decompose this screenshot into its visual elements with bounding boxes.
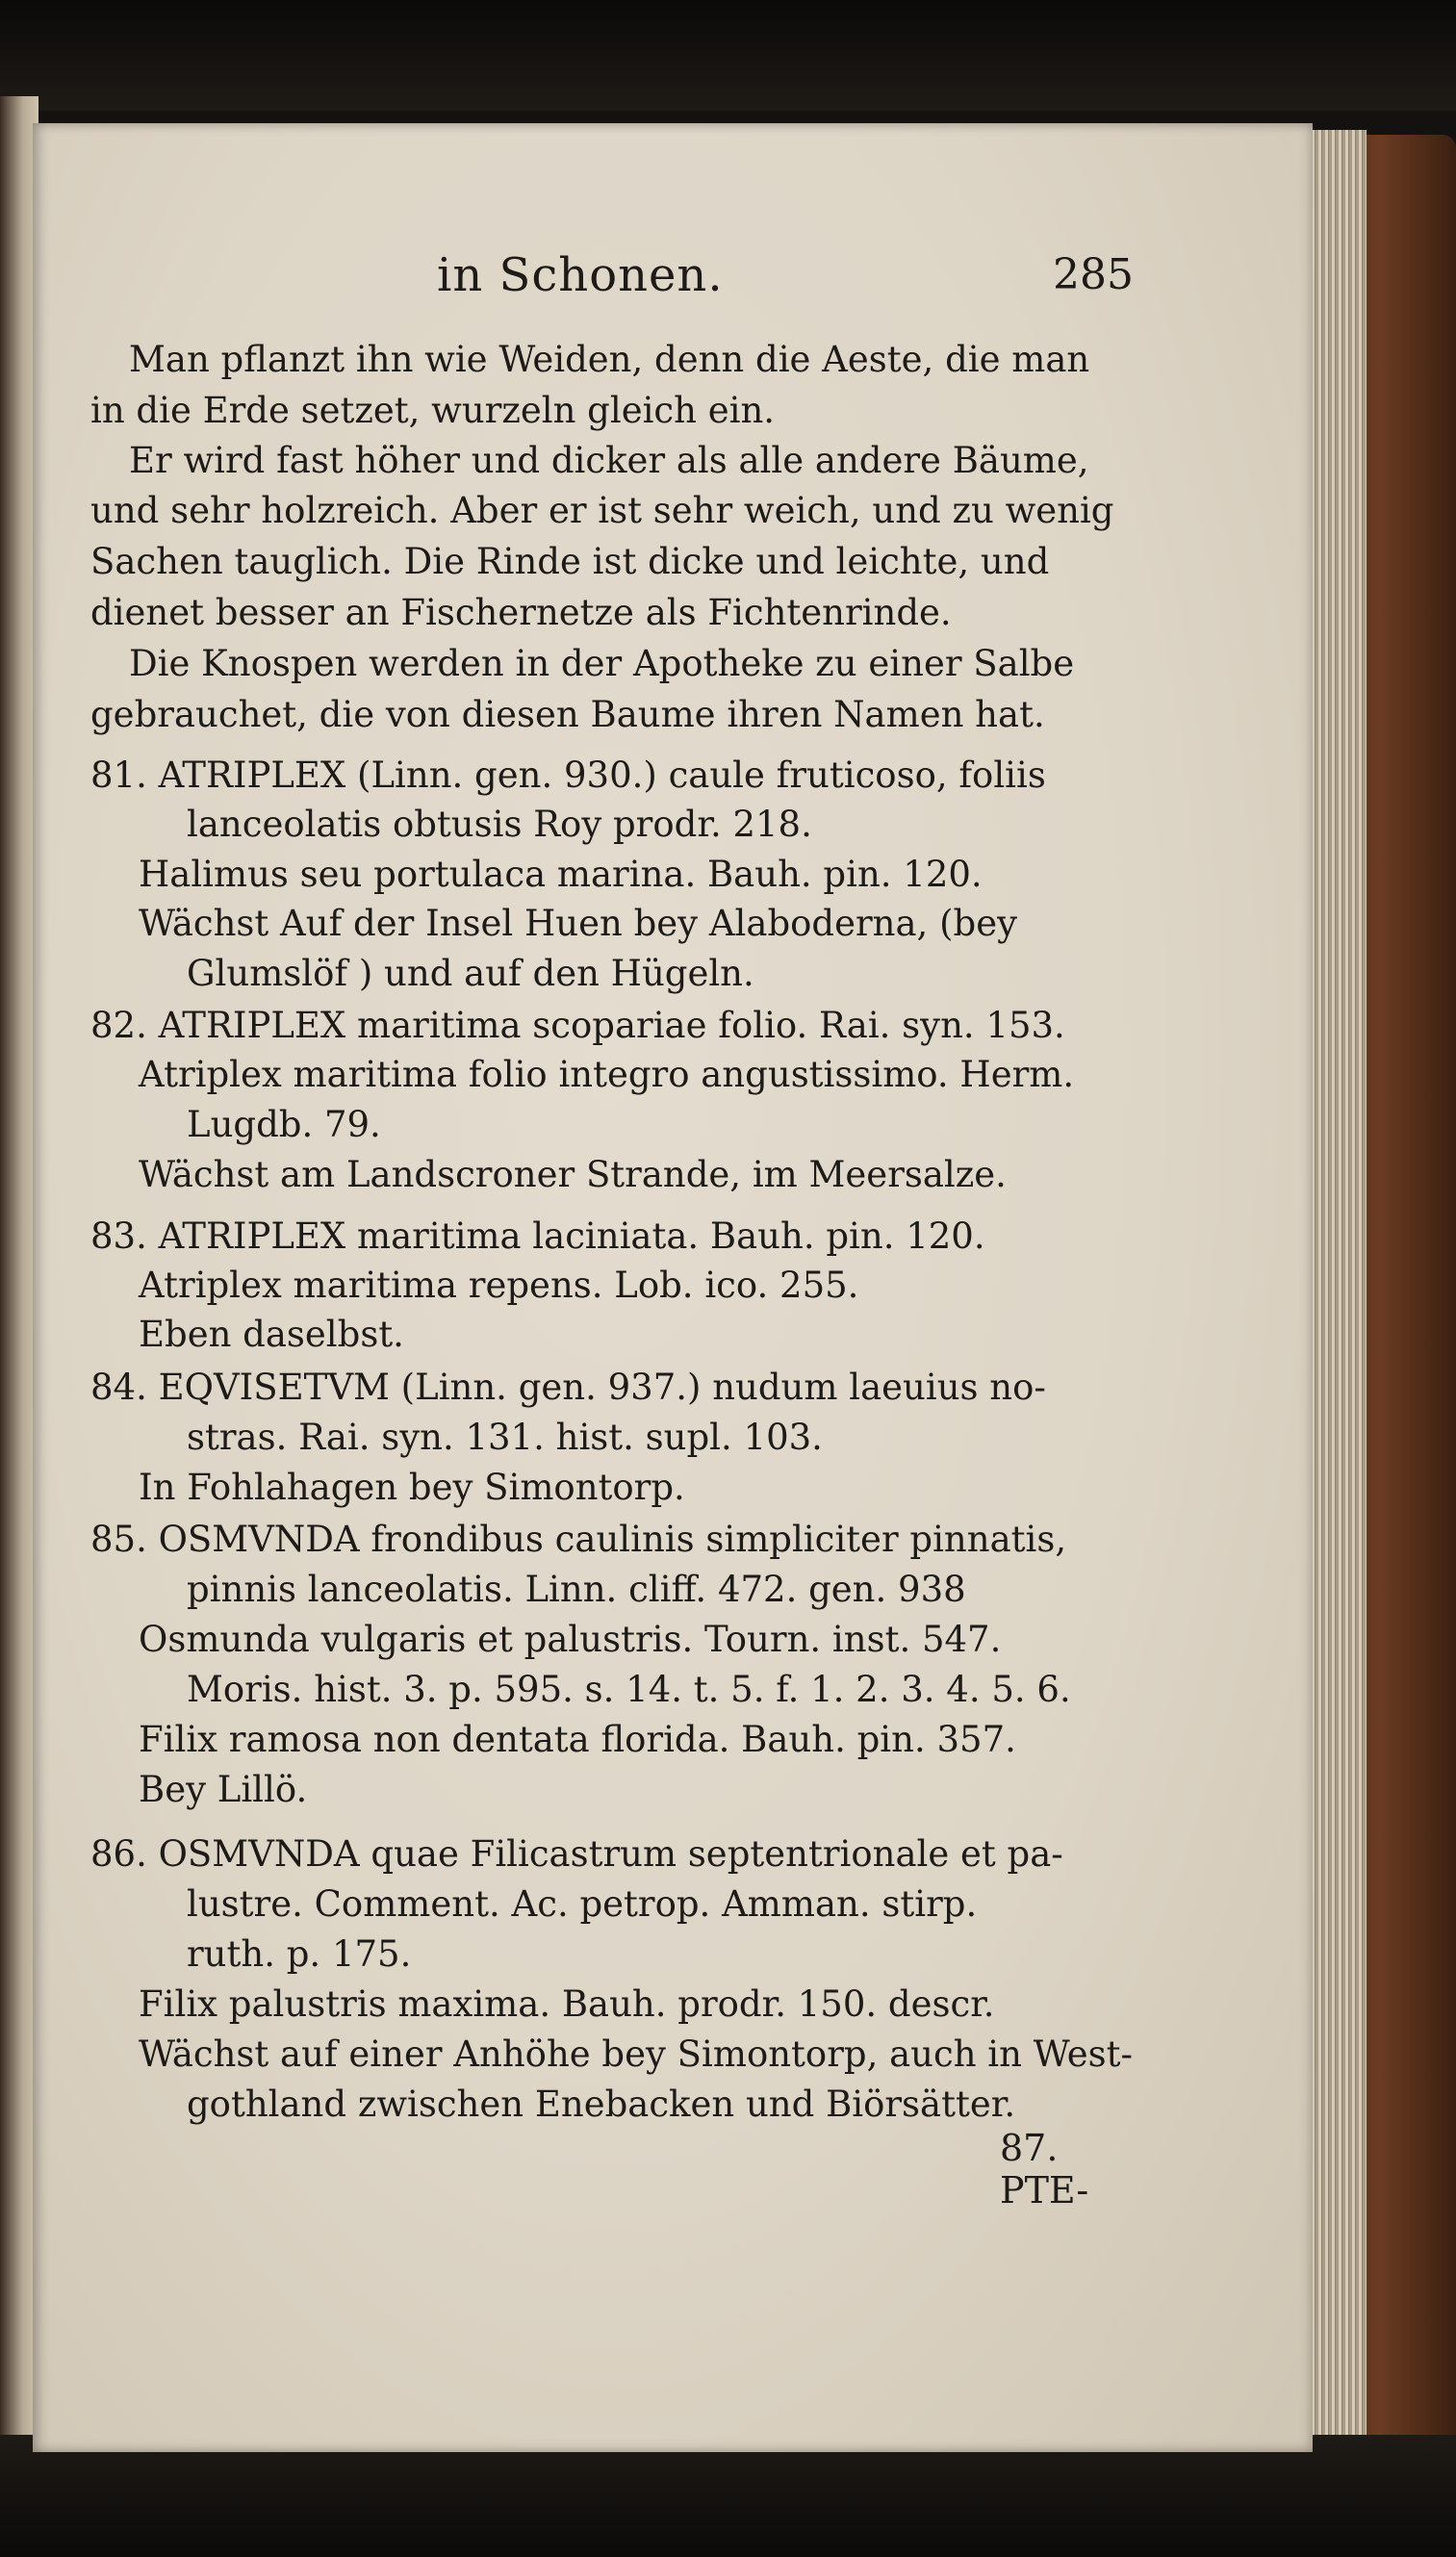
text-line: Atriplex maritima repens. Lob. ico. 255.	[139, 1265, 859, 1306]
running-header: in Schonen.	[437, 248, 724, 302]
text-line: Wächst am Landscroner Strande, im Meersalze.	[139, 1154, 1007, 1195]
text-line: Atriplex maritima folio integro angustissimo. Herm.	[139, 1054, 1075, 1095]
text-line: Glumslöf ) und auf den Hügeln.	[187, 953, 754, 994]
text-line: Filix palustris maxima. Bauh. prodr. 150. descr.	[139, 1983, 995, 2025]
text-line: gebrauchet, die von diesen Baume ihren Namen hat.	[90, 694, 1045, 735]
catchword: 87. PTE-	[1000, 2127, 1089, 2212]
text-line: Moris. hist. 3. p. 595. s. 14. t. 5. f. 1. 2. 3. 4. 5. 6.	[187, 1669, 1071, 1710]
text-line: stras. Rai. syn. 131. hist. supl. 103.	[187, 1417, 823, 1458]
background-shadow-bottom	[0, 2435, 1456, 2557]
background-shadow-top	[0, 0, 1456, 111]
text-line: Eben daselbst.	[139, 1314, 404, 1355]
text-line: Halimus seu portulaca marina. Bauh. pin. 120.	[139, 854, 983, 895]
text-line: dienet besser an Fischernetze als Fichtenrinde.	[90, 592, 952, 633]
text-line: Lugdb. 79.	[187, 1104, 381, 1145]
entry-line: 85. OSMVNDA frondibus caulinis simpliciter pinnatis,	[90, 1519, 1067, 1560]
text-line: gothland zwischen Enebacken und Biörsätter.	[187, 2084, 1016, 2125]
text-line: und sehr holzreich. Aber er ist sehr weich, und zu wenig	[90, 490, 1114, 531]
entry-line: 86. OSMVNDA quae Filicastrum septentrionale et pa-	[90, 1833, 1063, 1875]
text-line: pinnis lanceolatis. Linn. cliff. 472. gen. 938	[187, 1569, 966, 1610]
text-line: Filix ramosa non dentata florida. Bauh. pin. 357.	[139, 1719, 1016, 1760]
text-line: Sachen tauglich. Die Rinde ist dicke und leichte, und	[90, 541, 1050, 582]
text-line: Wächst Auf der Insel Huen bey Alaboderna, (bey	[139, 903, 1018, 944]
text-line: Osmunda vulgaris et palustris. Tourn. inst. 547.	[139, 1619, 1002, 1660]
text-line: ruth. p. 175.	[187, 1933, 412, 1975]
page-number: 285	[1053, 250, 1134, 299]
entry-line: 82. ATRIPLEX maritima scopariae folio. Rai. syn. 153.	[90, 1005, 1065, 1046]
text-line: Er wird fast höher und dicker als alle andere Bäume,	[129, 440, 1089, 481]
page-stack-edge	[1309, 130, 1367, 2459]
text-line: In Fohlahagen bey Simontorp.	[139, 1467, 685, 1508]
entry-line: 81. ATRIPLEX (Linn. gen. 930.) caule fruticoso, foliis	[90, 754, 1046, 796]
text-line: in die Erde setzet, wurzeln gleich ein.	[90, 390, 776, 431]
book-page	[33, 123, 1313, 2452]
text-line: Bey Lillö.	[139, 1769, 308, 1810]
text-line: Man pflanzt ihn wie Weiden, denn die Aeste, die man	[129, 339, 1090, 380]
text-line: lanceolatis obtusis Roy prodr. 218.	[187, 804, 812, 845]
text-line: lustre. Comment. Ac. petrop. Amman. stirp.	[187, 1883, 978, 1925]
text-line: Die Knospen werden in der Apotheke zu einer Salbe	[129, 643, 1075, 684]
entry-line: 83. ATRIPLEX maritima laciniata. Bauh. pin. 120.	[90, 1215, 985, 1257]
entry-line: 84. EQVISETVM (Linn. gen. 937.) nudum laeuius no-	[90, 1367, 1046, 1408]
text-line: Wächst auf einer Anhöhe bey Simontorp, auch in West-	[139, 2033, 1133, 2075]
